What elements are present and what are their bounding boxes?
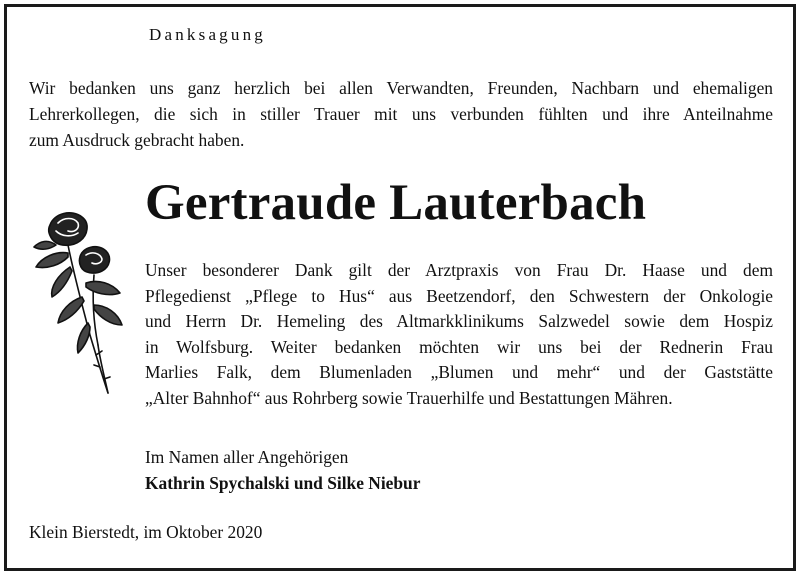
intro-line: Lehrerkollegen, die sich in stiller Trauer mit uns verbunden fühlten und ihre Anteilnahme — [29, 104, 773, 124]
thanks-line: Unser besonderer Dank gilt der Arztpraxis von Frau Dr. Haase und dem — [145, 260, 773, 280]
thanks-line: Pflegedienst „Pflege to Hus“ aus Beetzendorf, den Schwestern der Onkologie — [145, 285, 773, 306]
intro-line: Wir bedanken uns ganz herzlich bei allen Verwandten, Freunden, Nachbarn und ehemaligen — [29, 78, 773, 98]
thanks-line: und Herrn Dr. Hemeling des Altmarkklinikums Salzwedel sowie dem Hospiz — [145, 311, 773, 331]
thanks-line: „Alter Bahnhof“ aus Rohrberg sowie Trauerhilfe und Bestattungen Mähren. — [145, 387, 673, 408]
intro-line: zum Ausdruck gebracht haben. — [29, 130, 245, 150]
closing-line: Im Namen aller Angehörigen — [145, 447, 349, 467]
closing-block — [145, 444, 420, 496]
thanks-line: in Wolfsburg. Weiter bedanken möchten wir uns bei der Rednerin Frau — [145, 336, 773, 357]
thanks-line: Marlies Falk, dem Blumenladen „Blumen und mehr“ und der Gaststätte — [145, 362, 773, 382]
notice-heading: Danksagung — [149, 25, 266, 44]
thanks-paragraph — [145, 258, 773, 411]
intro-paragraph — [29, 75, 773, 153]
signers: Kathrin Spychalski und Silke Niebur — [145, 473, 421, 493]
deceased-name: Gertraude Lauterbach — [145, 175, 647, 231]
place-date: Klein Bierstedt, im Oktober 2020 — [29, 522, 263, 542]
rose-icon — [28, 205, 128, 397]
